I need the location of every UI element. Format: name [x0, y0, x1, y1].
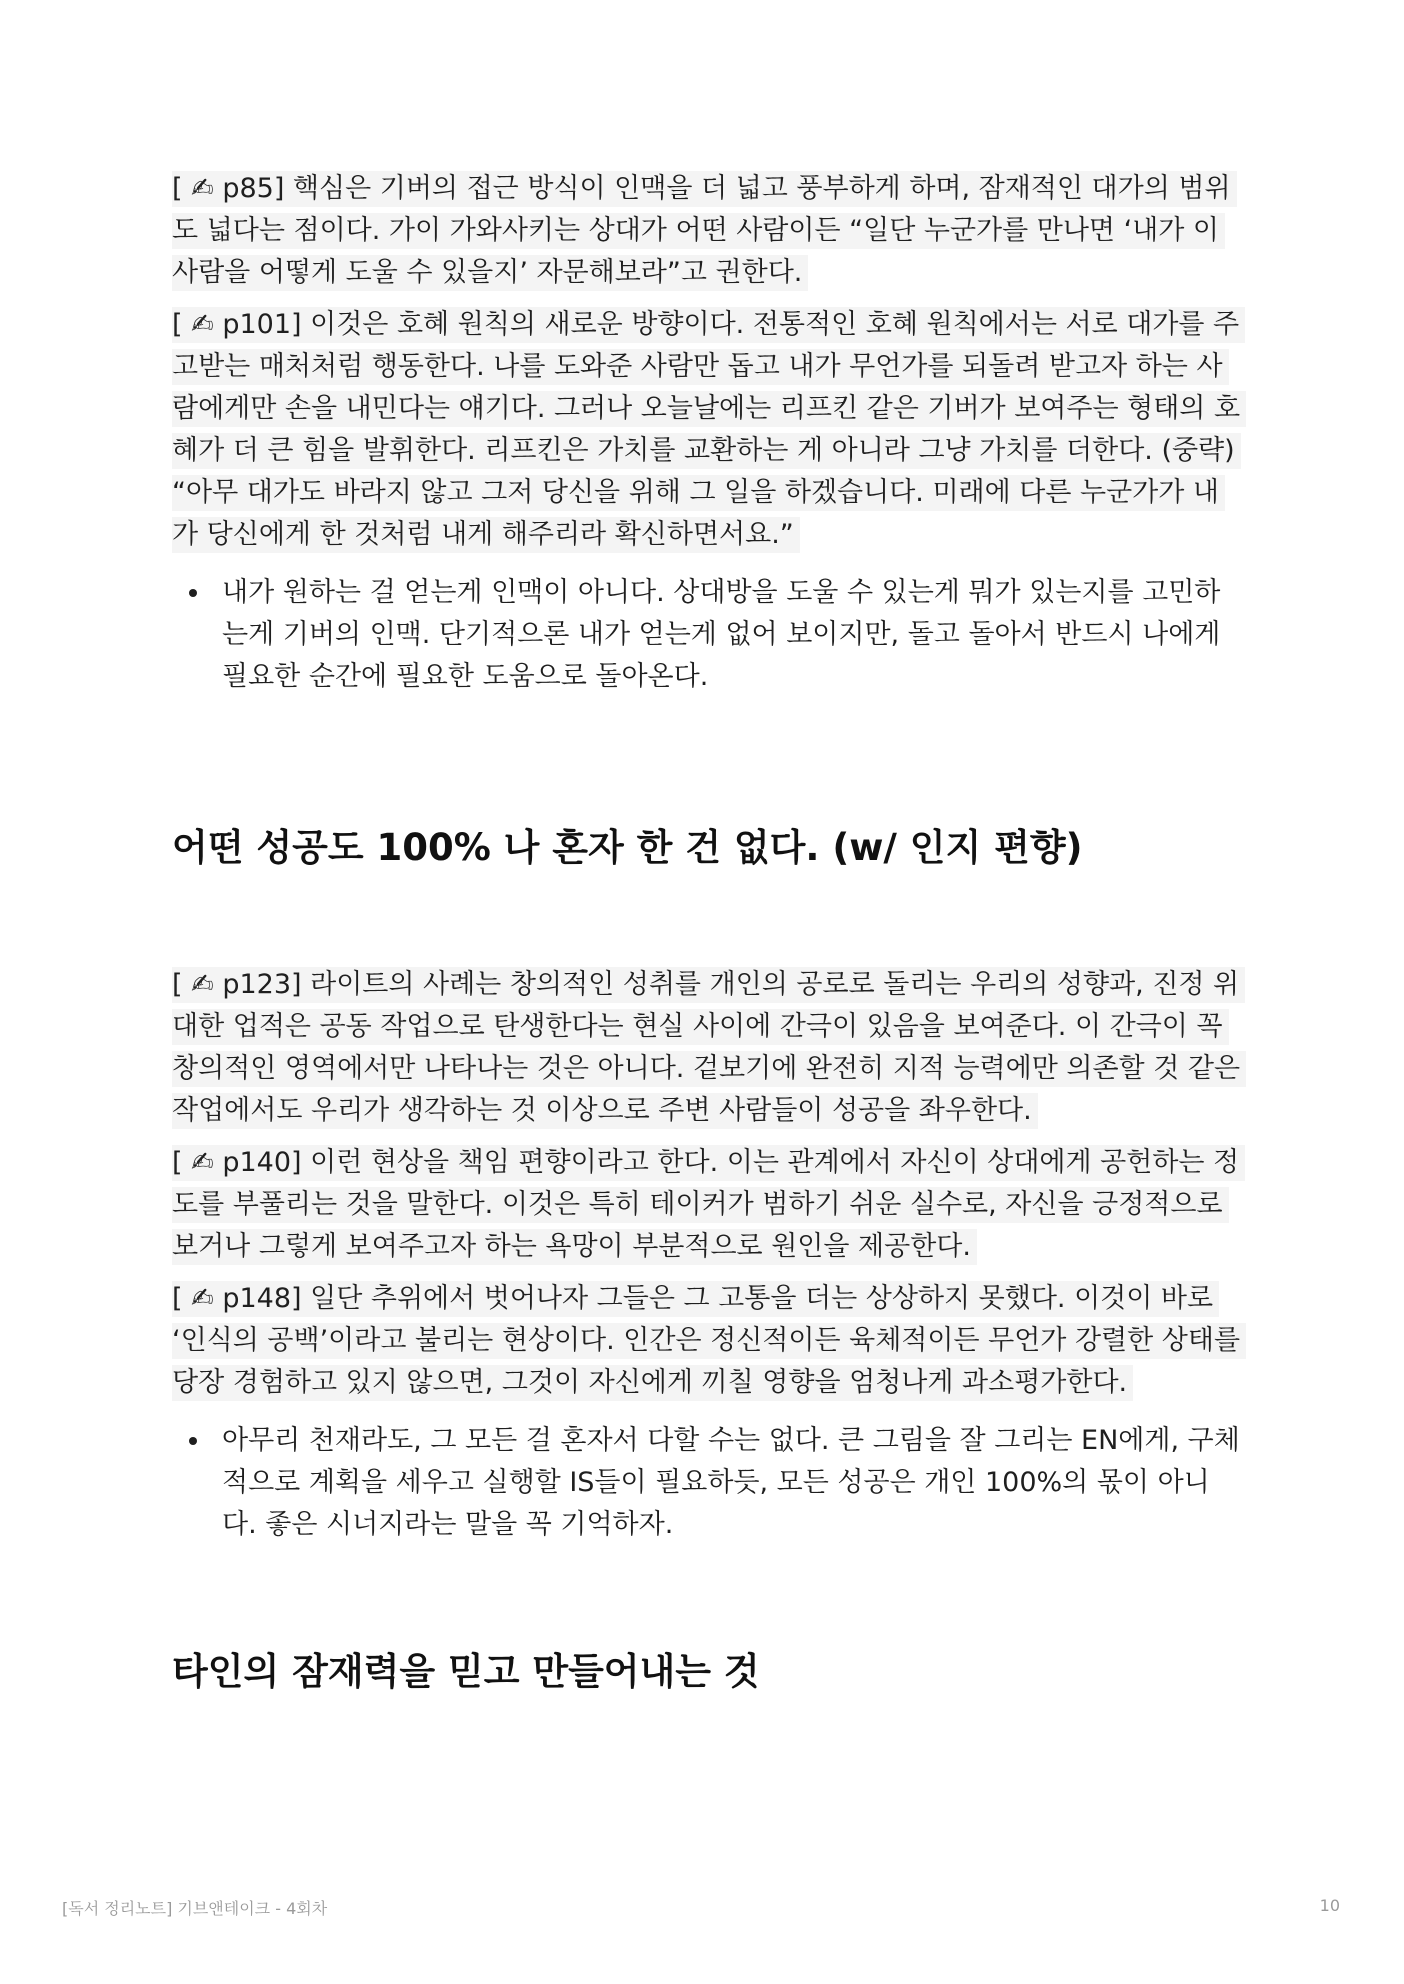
- quote-p101: [172, 304, 1244, 556]
- document-body: [172, 168, 1244, 1698]
- page-number: 10: [1319, 1896, 1340, 1915]
- quote-p123-text: [ ✍ p123] 라이트의 사례는 창의적인 성취를 개인의 공로로 돌리는 우리의 성향과, 진정 위대한 업적은 공동 작업으로 탄생한다는 현실 사이에 간극이 있음을 보여준다. 이 간극이 꼭 창의적인 영역에서만 나타나는 것은 아니다. 겉보기에 완전히 지적 능력에만 의존할 것 같은 작업에서도 우리가 생각하는 것 이상으로 주변 사람들이 성공을 좌우한다.: [172, 967, 1246, 1129]
- section-heading-potential: 타인의 잠재력을 믿고 만들어내는 것: [172, 1650, 760, 1693]
- list-item: 아무리 천재라도, 그 모든 걸 혼자서 다할 수는 없다. 큰 그림을 잘 그리는 EN에게, 구체적으로 계획을 세우고 실행할 IS들이 필요하듯, 모든 성공은 개인 100%의 몫이 아니다. 좋은 시너지라는 말을 꼭 기억하자.: [172, 1420, 1244, 1546]
- quote-p85: [172, 168, 1244, 294]
- quote-p140-text: [ ✍ p140] 이런 현상을 책임 편향이라고 한다. 이는 관계에서 자신이 상대에게 공헌하는 정도를 부풀리는 것을 말한다. 이것은 특히 테이커가 범하기 쉬운 실수로, 자신을 긍정적으로 보거나 그렇게 보여주고자 하는 욕망이 부분적으로 원인을 제공한다.: [172, 1145, 1245, 1265]
- bullet-list-1: [172, 572, 1244, 698]
- bullet-list-2: [172, 1420, 1244, 1546]
- section-heading-success: 어떤 성공도 100% 나 혼자 한 건 없다. (w/ 인지 편향): [172, 826, 1083, 869]
- quote-p140: [172, 1142, 1244, 1268]
- quote-p85-text: [ ✍ p85] 핵심은 기버의 접근 방식이 인맥을 더 넓고 풍부하게 하며, 잠재적인 대가의 범위도 넓다는 점이다. 가이 가와사키는 상대가 어떤 사람이든 “일단 누군가를 만나면 ‘내가 이 사람을 어떻게 도울 수 있을지’ 자문해보라”고 권한다.: [172, 171, 1237, 291]
- footer-title: [독서 정리노트] 기브앤테이크 - 4회차: [62, 1899, 328, 1918]
- list-item: 내가 원하는 걸 얻는게 인맥이 아니다. 상대방을 도울 수 있는게 뭐가 있는지를 고민하는게 기버의 인맥. 단기적으론 내가 얻는게 없어 보이지만, 돌고 돌아서 반드시 나에게 필요한 순간에 필요한 도움으로 돌아온다.: [172, 572, 1244, 698]
- quote-p123: [172, 964, 1244, 1132]
- quote-p148-text: [ ✍ p148] 일단 추위에서 벗어나자 그들은 그 고통을 더는 상상하지 못했다. 이것이 바로 ‘인식의 공백’이라고 불리는 현상이다. 인간은 정신적이든 육체적이든 무언가 강렬한 상태를 당장 경험하고 있지 않으면, 그것이 자신에게 끼칠 영향을 엄청나게 과소평가한다.: [172, 1281, 1246, 1401]
- quote-p101-text: [ ✍ p101] 이것은 호혜 원칙의 새로운 방향이다. 전통적인 호혜 원칙에서는 서로 대가를 주고받는 매처처럼 행동한다. 나를 도와준 사람만 돕고 내가 무언가를 되돌려 받고자 하는 사람에게만 손을 내민다는 얘기다. 그러나 오늘날에는 리프킨 같은 기버가 보여주는 형태의 호혜가 더 큰 힘을 발휘한다. 리프킨은 가치를 교환하는 게 아니라 그냥 가치를 더한다. (중략) “아무 대가도 바라지 않고 그저 당신을 위해 그 일을 하겠습니다. 미래에 다른 누군가가 내가 당신에게 한 것처럼 내게 해주리라 확신하면서요.”: [172, 307, 1246, 553]
- quote-p148: [172, 1278, 1244, 1404]
